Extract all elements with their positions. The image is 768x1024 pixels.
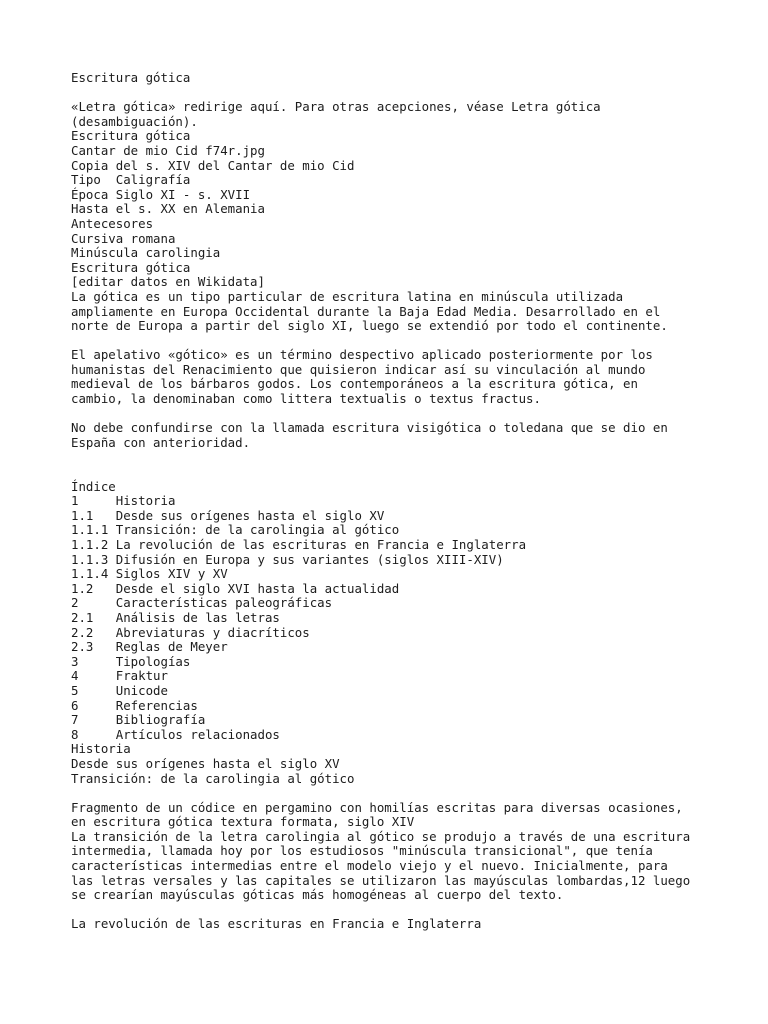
text-line: 1.1.2 La revolución de las escrituras en Francia e Inglaterra <box>71 537 527 552</box>
text-line: se crearían mayúsculas góticas más homogéneas al cuerpo del texto. <box>71 887 564 903</box>
text-line: 1.1 Desde sus orígenes hasta el siglo XV <box>71 507 385 523</box>
text-line: España con anterioridad. <box>71 434 251 450</box>
text-line: 1.1.4 Siglos XIV y XV <box>71 566 228 582</box>
document-text <box>71 71 731 932</box>
text-line: 8 Artículos relacionados <box>71 726 280 742</box>
text-line: 2.1 Análisis de las letras <box>71 609 280 625</box>
text-line: Transición: de la carolingia al gótico <box>71 770 355 786</box>
text-line: 1.1.1 Transición: de la carolingia al gótico <box>71 522 400 538</box>
text-line: 4 Fraktur <box>71 668 168 684</box>
text-line: La revolución de las escrituras en Francia e Inglaterra <box>71 916 482 932</box>
text-line: humanistas del Renacimiento que quisieron indicar así su vinculación al mundo <box>71 361 646 377</box>
text-line: Fragmento de un códice en pergamino con homilías escritas para diversas ocasiones, <box>71 799 683 815</box>
text-line: características intermedias entre el modelo viejo y el nuevo. Inicialmente, para <box>71 858 668 874</box>
text-line: Escritura gótica <box>71 70 191 85</box>
text-line: cambio, la denominaban como littera textualis o textus fractus. <box>71 391 541 407</box>
text-line: (desambiguación). <box>71 113 198 129</box>
text-line: Minúscula carolingia <box>71 245 221 261</box>
text-line: Antecesores <box>71 215 154 231</box>
text-line: medieval de los bárbaros godos. Los contemporáneos a la escritura gótica, en <box>71 376 638 392</box>
text-line: ampliamente en Europa Occidental durante la Baja Edad Media. Desarrollado en el <box>71 303 661 319</box>
text-line: Tipo Caligrafía <box>71 172 191 188</box>
text-line: «Letra gótica» redirige aquí. Para otras acepciones, véase Letra gótica <box>71 99 601 115</box>
blank-line <box>71 786 731 801</box>
text-line: Índice <box>71 478 116 494</box>
text-line: en escritura gótica textura formata, siglo XIV <box>71 814 415 830</box>
blank-line <box>71 86 731 101</box>
blank-line <box>71 465 731 480</box>
text-line: Hasta el s. XX en Alemania <box>71 201 265 217</box>
text-line: La transición de la letra carolingia al gótico se produjo a través de una escritura <box>71 828 691 844</box>
text-line: 2 Características paleográficas <box>71 595 333 611</box>
text-line: No debe confundirse con la llamada escritura visigótica o toledana que se dio en <box>71 420 668 436</box>
text-line: Cantar de mio Cid f74r.jpg <box>71 142 265 158</box>
text-line: norte de Europa a partir del siglo XI, luego se extendió por todo el continente. <box>71 318 668 334</box>
text-line: Historia <box>71 741 131 757</box>
text-line: 5 Unicode <box>71 682 168 698</box>
text-line: 1 Historia <box>71 493 176 509</box>
blank-line <box>71 334 731 349</box>
text-line: las letras versales y las capitales se utilizaron las mayúsculas lombardas,12 luego <box>71 872 691 888</box>
text-line: 6 Referencias <box>71 697 198 713</box>
text-line: El apelativo «gótico» es un término despectivo aplicado posteriormente por los <box>71 347 653 363</box>
text-line: Escritura gótica <box>71 259 191 275</box>
text-line: intermedia, llamada hoy por los estudiosos "minúscula transicional", que tenía <box>71 843 653 859</box>
text-line: La gótica es un tipo particular de escritura latina en minúscula utilizada <box>71 288 624 304</box>
text-line: Cursiva romana <box>71 230 176 246</box>
blank-line <box>71 407 731 422</box>
text-line: Época Siglo XI - s. XVII <box>71 186 251 202</box>
text-line: 2.3 Reglas de Meyer <box>71 639 228 655</box>
text-line: Escritura gótica <box>71 128 191 144</box>
blank-line <box>71 903 731 918</box>
text-line: 3 Tipologías <box>71 653 191 669</box>
text-line: Desde sus orígenes hasta el siglo XV <box>71 755 340 771</box>
text-line: Copia del s. XIV del Cantar de mio Cid <box>71 157 355 173</box>
text-line: 2.2 Abreviaturas y diacríticos <box>71 624 310 640</box>
text-line: 7 Bibliografía <box>71 712 206 728</box>
blank-line <box>71 450 731 465</box>
text-line: 1.2 Desde el siglo XVI hasta la actualidad <box>71 580 400 596</box>
text-line: [editar datos en Wikidata] <box>71 274 265 290</box>
text-line: 1.1.3 Difusión en Europa y sus variantes (siglos XIII-XIV) <box>71 551 504 567</box>
